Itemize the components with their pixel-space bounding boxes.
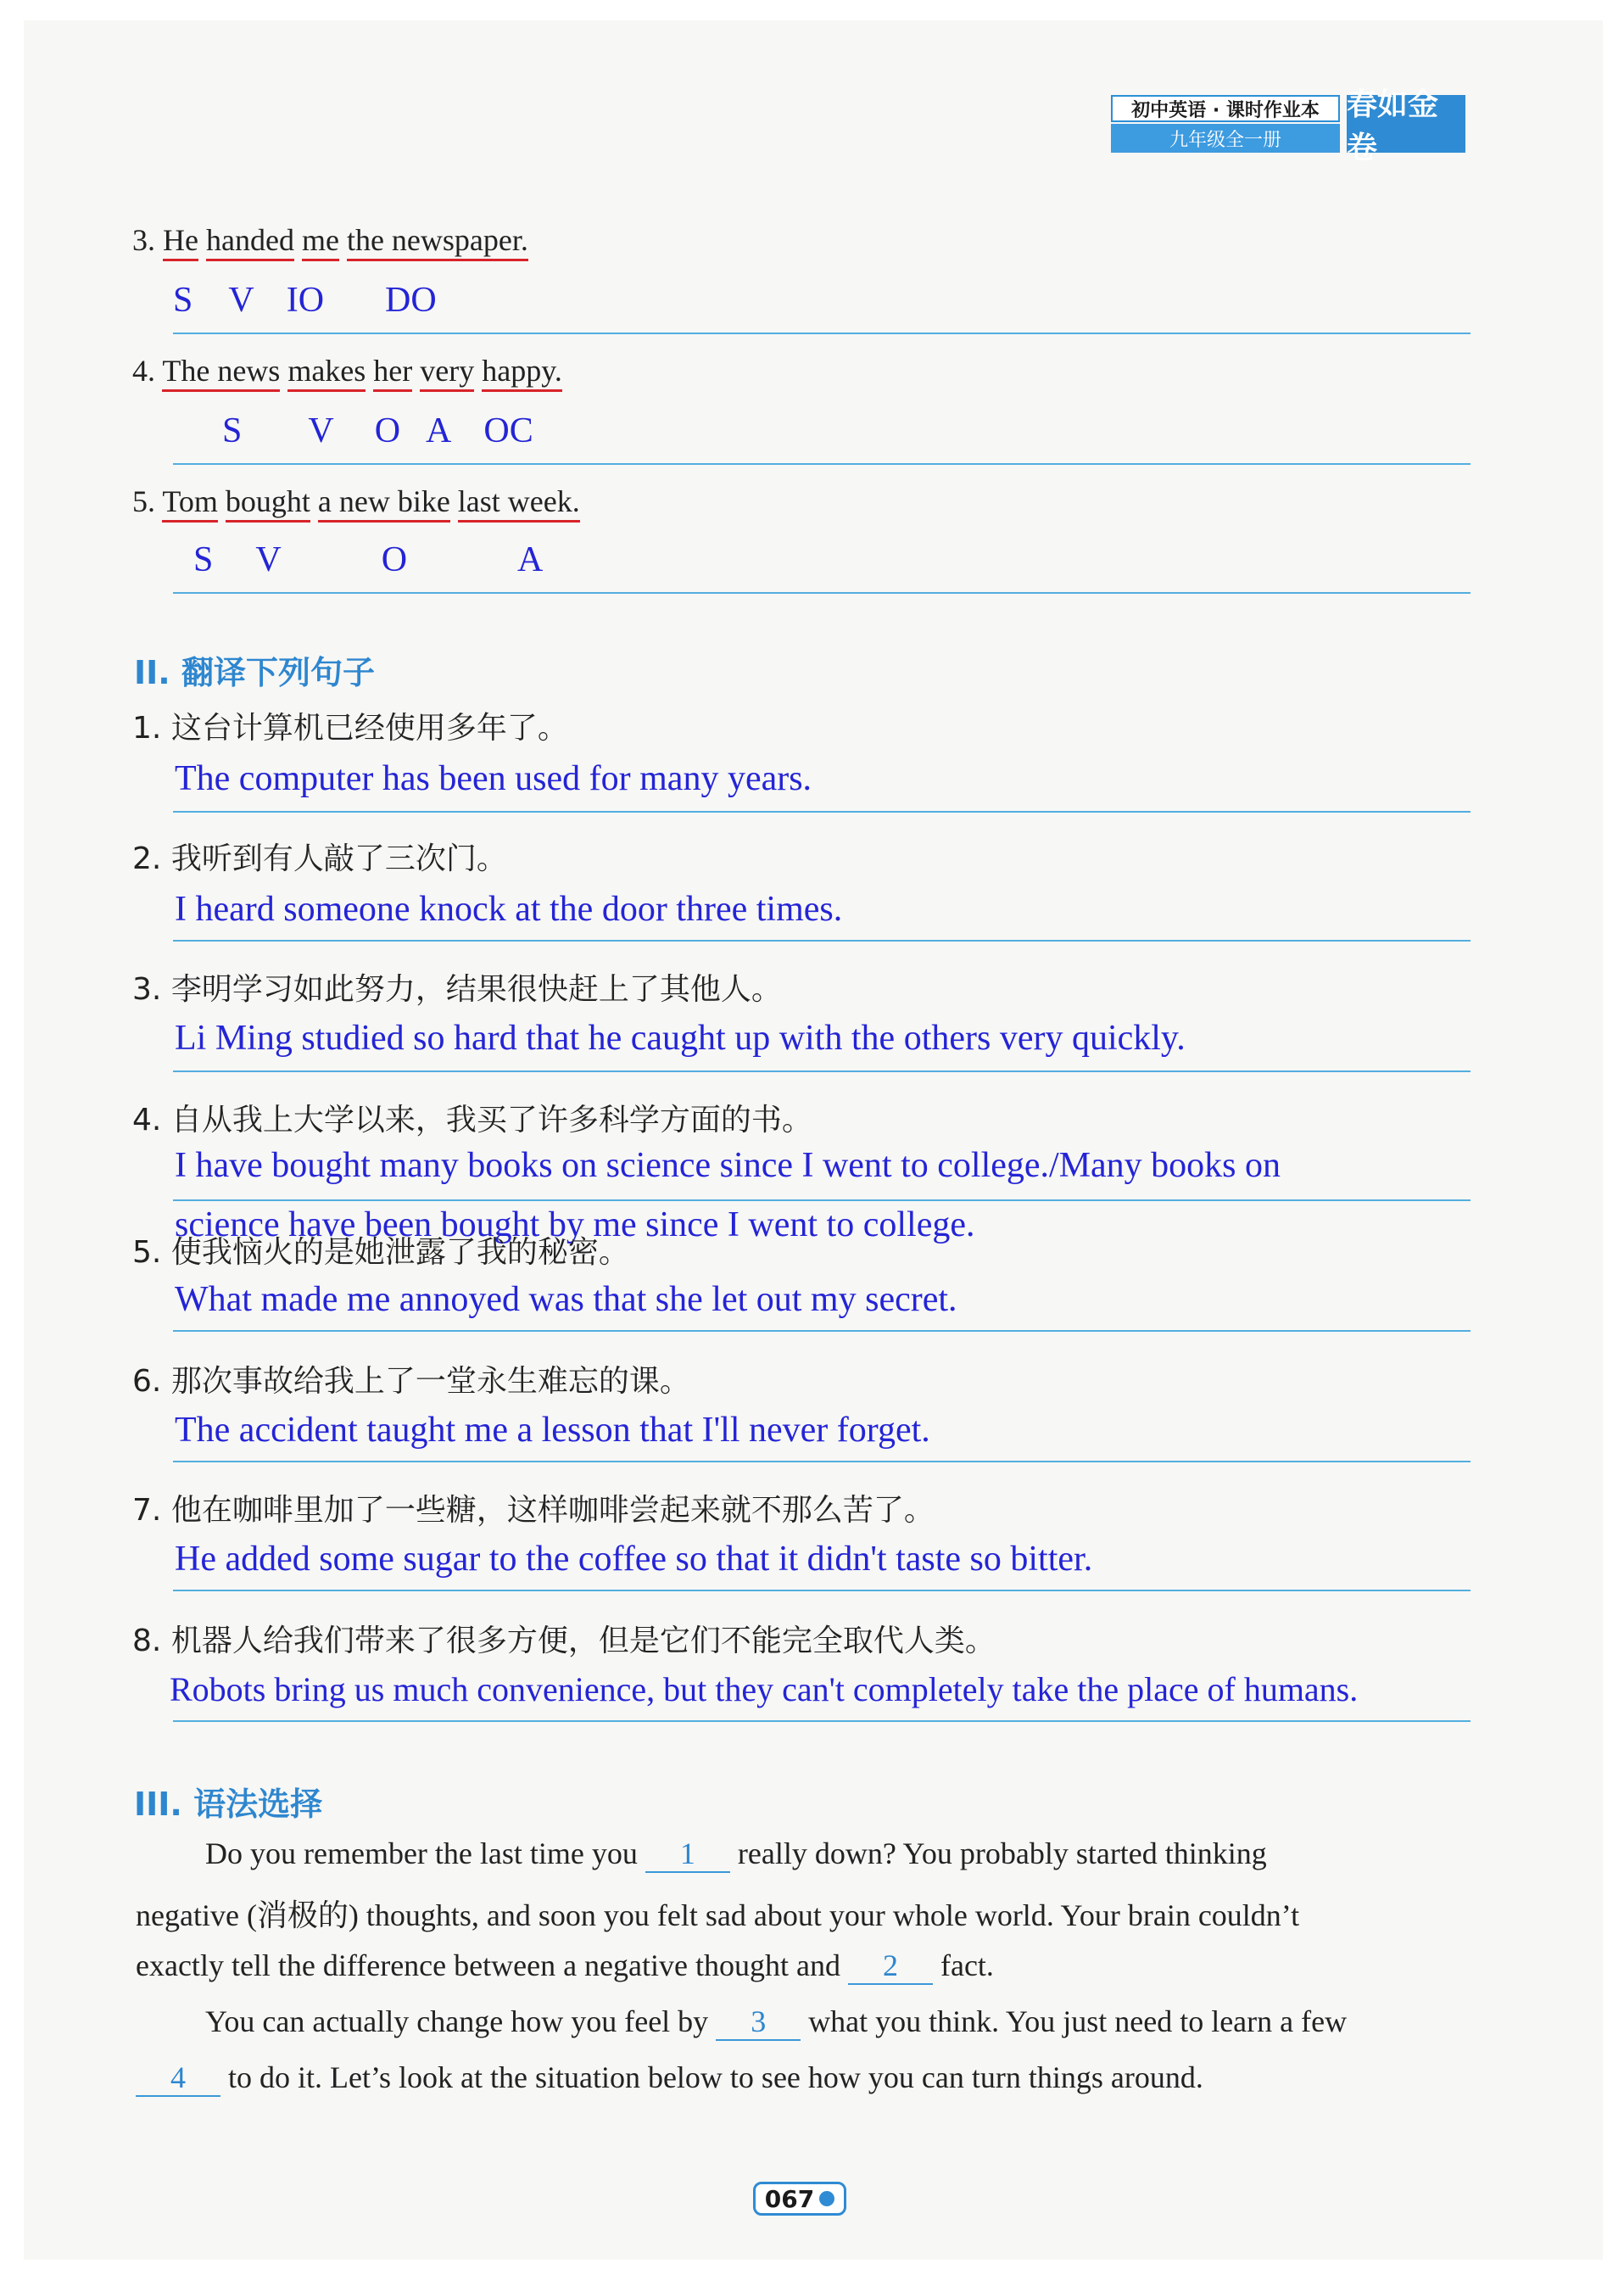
blank-2[interactable]: 2: [848, 1948, 933, 1985]
section-title-grammar: III. 语法选择: [134, 1786, 323, 1823]
passage-line-2: negative (消极的) thoughts, and soon you felt sad about your whole world. Your brain couldn’t: [136, 1898, 1300, 1932]
answer-line: [173, 940, 1471, 942]
answer-labels-3: S V IO DO: [173, 281, 437, 320]
en-answer-7: He added some sugar to the coffee so that it didn't taste so bitter.: [175, 1540, 1093, 1579]
blank-4[interactable]: 4: [136, 2060, 220, 2097]
passage-line-5: 4 to do it. Let’s look at the situation below to see how you can turn things around.: [136, 2060, 1203, 2097]
grade-label: 九年级全一册: [1111, 124, 1340, 153]
answer-line: [173, 592, 1471, 594]
en-answer-3: Li Ming studied so hard that he caught up with the others very quickly.: [175, 1019, 1186, 1058]
sentence-4: 4. The news makes her very happy.: [132, 353, 562, 388]
en-answer-6: The accident taught me a lesson that I'll never forget.: [175, 1411, 930, 1450]
answer-line: [173, 333, 1471, 334]
cn-prompt-1: 1. 这台计算机已经使用多年了。: [132, 711, 568, 746]
series-title: 初中英语 · 课时作业本: [1111, 95, 1340, 122]
page-number: 067: [753, 2182, 846, 2216]
cn-prompt-5: 5. 使我恼火的是她泄露了我的秘密。: [132, 1235, 629, 1270]
sentence-3: 3. He handed me the newspaper.: [132, 222, 528, 258]
en-answer-5: What made me annoyed was that she let out my secret.: [175, 1280, 957, 1319]
cn-prompt-8: 8. 机器人给我们带来了很多方便，但是它们不能完全取代人类。: [132, 1624, 996, 1658]
cn-prompt-6: 6. 那次事故给我上了一堂永生难忘的课。: [132, 1364, 690, 1399]
en-answer-4: I have bought many books on science since I went to college./Many books on: [175, 1146, 1281, 1185]
passage-line-4: You can actually change how you feel by 3 what you think. You just need to learn a few: [205, 2004, 1347, 2041]
page-dot-icon: [819, 2191, 834, 2206]
en-answer-4-cont: science have been bought by me since I went to college.: [175, 1205, 975, 1244]
en-answer-8: Robots bring us much convenience, but they can't completely take the place of humans.: [170, 1670, 1359, 1708]
answer-line: [173, 1461, 1471, 1462]
cn-prompt-2: 2. 我听到有人敲了三次门。: [132, 841, 507, 876]
answer-line: [173, 1330, 1471, 1332]
en-answer-1: The computer has been used for many years.: [175, 759, 812, 798]
blank-3[interactable]: 3: [716, 2004, 801, 2041]
en-answer-2: I heard someone knock at the door three times.: [175, 890, 843, 929]
passage-line-3: exactly tell the difference between a negative thought and 2 fact.: [136, 1948, 994, 1985]
blank-1[interactable]: 1: [645, 1836, 730, 1873]
cn-prompt-3: 3. 李明学习如此努力，结果很快赶上了其他人。: [132, 972, 782, 1007]
answer-labels-5: S V O A: [193, 540, 544, 579]
answer-line: [173, 1070, 1471, 1072]
brand-logo: 春如金卷: [1347, 95, 1465, 153]
answer-line: [173, 1199, 1471, 1201]
answer-line: [173, 1720, 1471, 1722]
sentence-5: 5. Tom bought a new bike last week.: [132, 484, 580, 519]
cn-prompt-7: 7. 他在咖啡里加了一些糖，这样咖啡尝起来就不那么苦了。: [132, 1493, 935, 1528]
answer-line: [173, 1590, 1471, 1591]
answer-labels-4: S V O A OC: [222, 411, 533, 450]
section-title-translate: II. 翻译下列句子: [134, 654, 375, 691]
passage-line-1: Do you remember the last time you 1 really down? You probably started thinking: [205, 1836, 1267, 1873]
answer-line: [173, 463, 1471, 465]
answer-line: [173, 811, 1471, 813]
cn-prompt-4: 4. 自从我上大学以来，我买了许多科学方面的书。: [132, 1103, 812, 1138]
